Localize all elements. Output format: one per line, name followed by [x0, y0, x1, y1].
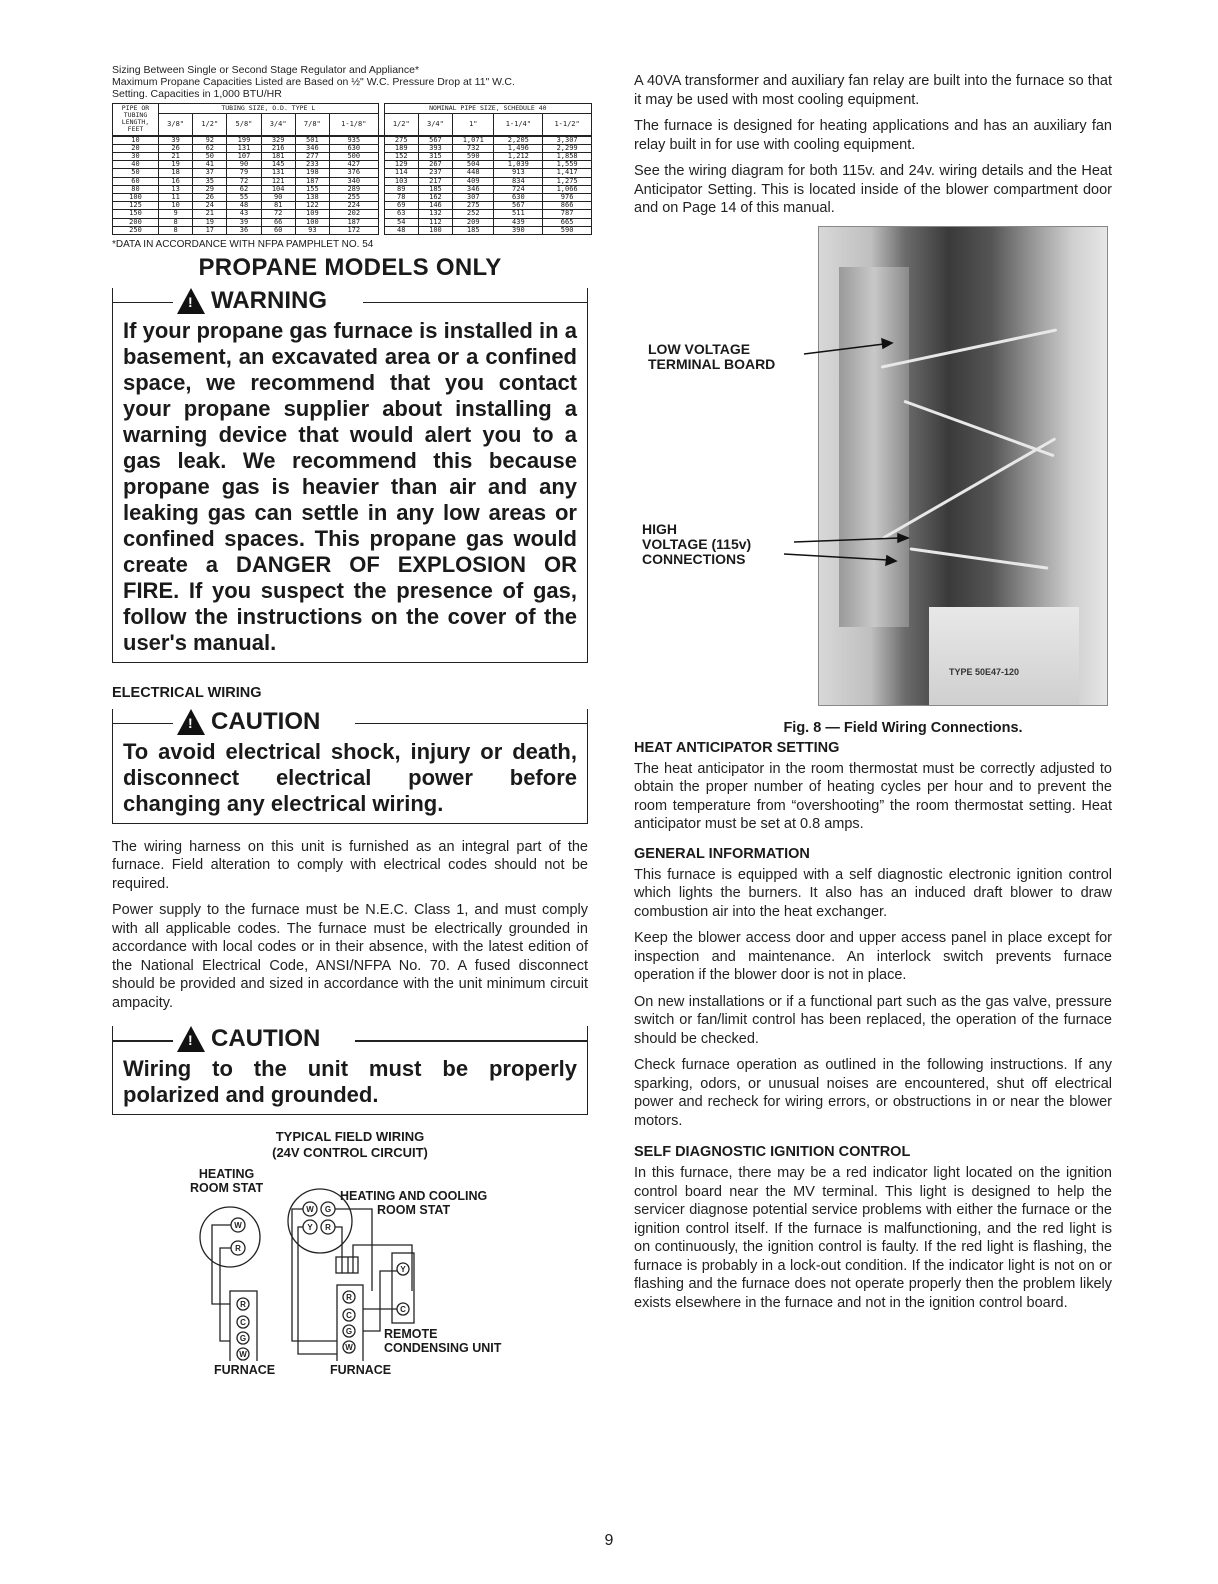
wiring-diagram-para: See the wiring diagram for both 115v. and 24v. wiring details and the Heat Anticipator Setting. This is located inside of the blower compartment door and on Page 14 of this manual.	[634, 163, 1112, 216]
table-cell: 35	[193, 177, 227, 185]
table-cell: 329	[261, 136, 295, 145]
table-cell: 90	[227, 161, 261, 169]
heat-anticipator-para: The heat anticipator in the room thermostat must be correctly adjusted to obtain the proper number of heating cycles per hour and to prevent the room temperature from “overshooting” the room thermostat setting. Heat anticipator must be set at 0.8 amps.	[634, 760, 1112, 832]
table-cell: 2,205	[494, 136, 543, 145]
table-cell: 16	[159, 177, 193, 185]
table-cell: 50	[193, 152, 227, 160]
caution-icon: !	[177, 709, 205, 735]
table-cell: 198	[295, 169, 329, 177]
terminal-w: W	[306, 1205, 314, 1215]
table-cell: 21	[159, 152, 193, 160]
table-cell: 39	[159, 136, 193, 145]
warning-label: WARNING	[211, 286, 327, 314]
table-cell: 48	[384, 226, 418, 234]
label-leader-lines	[634, 226, 1112, 706]
table-cell: 104	[261, 185, 295, 193]
table-cell: 145	[261, 161, 295, 169]
table-cell: 131	[227, 144, 261, 152]
table-cell: 36	[227, 226, 261, 234]
wiring-schematic	[112, 1161, 588, 1361]
table-cell: 275	[453, 202, 494, 210]
caution-text-1: To avoid electrical shock, injury or death, disconnect electrical power before changing any electrical wiring.	[123, 738, 577, 816]
table-cell: 138	[295, 193, 329, 201]
electrical-heading: ELECTRICAL WIRING	[112, 684, 262, 701]
terminal-y: Y	[307, 1223, 313, 1233]
table-cell: 200	[113, 218, 159, 226]
general-info-heading: GENERAL INFORMATION	[634, 845, 810, 862]
terminal-g: G	[239, 1334, 247, 1344]
pipe-length-header: PIPE OR TUBING LENGTH, FEET	[113, 104, 159, 136]
table-cell: 346	[453, 185, 494, 193]
table-cell: 122	[295, 202, 329, 210]
table-cell: 590	[453, 152, 494, 160]
table-cell: 40	[113, 161, 159, 169]
table-cell: 10	[159, 202, 193, 210]
self-diagnostic-heading: SELF DIAGNOSTIC IGNITION CONTROL	[634, 1144, 911, 1160]
table-cell: 185	[453, 226, 494, 234]
photo-sticker: TYPE 50E47-120	[949, 666, 1020, 677]
table-cell: 202	[329, 210, 378, 218]
table-cell: 409	[453, 177, 494, 185]
table-cell: 255	[329, 193, 378, 201]
table-cell: 8	[159, 218, 193, 226]
table-row	[113, 136, 592, 145]
furnace-label-2: FURNACE	[330, 1363, 392, 1378]
general-para-3: On new installations or if a functional part such as the gas valve, pressure switch or fan/limit control has been replaced, the operation of the furnace should be checked.	[634, 993, 1112, 1047]
warning-icon: !	[177, 288, 205, 314]
table-cell: 26	[193, 193, 227, 201]
table-cell: 1,275	[543, 177, 592, 185]
table-cell: 630	[329, 144, 378, 152]
terminal-c: C	[400, 1305, 406, 1315]
table-cell: 66	[261, 218, 295, 226]
electrical-para-2: Power supply to the furnace must be N.E.C. Class 1, and must comply with all applicable codes. The furnace must be electrically grounded in accordance with local codes or in their absence, with the latest edition of the National Electrical Code, ANSI/NFPA No. 70. A fused disconnect should be provided and sized in accordance with the unit minimum circuit ampacity.	[112, 902, 588, 1011]
table-cell: 237	[418, 169, 452, 177]
furnace-label-1: FURNACE	[214, 1363, 276, 1378]
transformer-para: A 40VA transformer and auxiliary fan relay are built into the furnace so that it may be used with most cooling equipment.	[634, 73, 1112, 108]
table-cell: 3,307	[543, 136, 592, 145]
heating-stat-circle	[200, 1207, 260, 1267]
table-cell: 439	[494, 218, 543, 226]
table-cell: 511	[494, 210, 543, 218]
table-cell: 187	[329, 218, 378, 226]
table-cell: 107	[227, 152, 261, 160]
table-cell: 252	[453, 210, 494, 218]
table-cell: 62	[227, 185, 261, 193]
propane-sizing-table	[112, 103, 592, 235]
table-cell: 92	[193, 136, 227, 145]
table-cell: 1,066	[543, 185, 592, 193]
terminal-c: C	[240, 1318, 246, 1328]
warning-text: If your propane gas furnace is installed in a basement, an excavated area or a confined space, we recommend that you contact your propane supplier about installing a warning device that would alert you to a gas leak. We recommend this because propane gas is heavier than air and any leaking gas can settle in any low areas or confined spaces. This propane gas would create a DANGER OF EXPLOSION OR FIRE. If you suspect the presence of gas, follow the instructions on the cover of the user's manual.	[123, 317, 577, 655]
high-voltage-label: HIGH VOLTAGE (115v) CONNECTIONS	[642, 520, 752, 567]
tubing-size-col: 1-1/8"	[329, 114, 378, 136]
terminal-c: C	[346, 1311, 352, 1321]
table-row	[113, 218, 592, 226]
table-footnote: *DATA IN ACCORDANCE WITH NFPA PAMPHLET NO. 54	[112, 238, 374, 250]
table-cell: 189	[384, 144, 418, 152]
table-cell: 185	[418, 185, 452, 193]
table-cell: 79	[227, 169, 261, 177]
propane-title: PROPANE MODELS ONLY	[198, 253, 502, 281]
table-cell: 340	[329, 177, 378, 185]
terminal-r: R	[346, 1293, 352, 1303]
tubing-size-col: 3/4"	[261, 114, 295, 136]
table-cell: 30	[113, 152, 159, 160]
right-column	[634, 72, 1112, 1320]
caution-box-1	[112, 709, 588, 824]
table-cell: 8	[159, 226, 193, 234]
table-cell: 162	[418, 193, 452, 201]
general-para-4: Check furnace operation as outlined in the following instructions. If any sparking, odors, or unusual noises are encountered, shut off electrical power and recheck for wiring errors, or obstructions in or near the blower motors.	[634, 1057, 1112, 1129]
table-cell: 500	[329, 152, 378, 160]
general-para-1: This furnace is equipped with a self diagnostic electronic ignition control which lights the burners. It also has an induced draft blower to draw combustion air into the heat exchanger.	[634, 866, 1112, 920]
warning-box	[112, 288, 588, 663]
pipe-size-col: 1-1/4"	[494, 114, 543, 136]
wiring-diagram-title: TYPICAL FIELD WIRING (24V CONTROL CIRCUIT)	[272, 1129, 428, 1161]
table-cell: 501	[295, 136, 329, 145]
table-cell: 43	[227, 210, 261, 218]
design-para: The furnace is designed for heating applications and has an auxiliary fan relay built in for use with cooling equipment.	[634, 118, 1112, 153]
table-cell: 277	[295, 152, 329, 160]
table-cell: 10	[113, 136, 159, 145]
table-cell: 393	[418, 144, 452, 152]
table-cell: 109	[295, 210, 329, 218]
table-cell: 26	[159, 144, 193, 152]
terminal-w: W	[345, 1343, 353, 1353]
table-cell: 724	[494, 185, 543, 193]
table-cell: 93	[295, 226, 329, 234]
table-cell: 315	[418, 152, 452, 160]
terminal-r: R	[235, 1244, 241, 1254]
table-cell: 100	[418, 226, 452, 234]
table-cell: 2,299	[543, 144, 592, 152]
table-cell: 69	[384, 202, 418, 210]
table-cell: 125	[113, 202, 159, 210]
table-cell: 567	[418, 136, 452, 145]
table-cell: 37	[193, 169, 227, 177]
table-cell: 39	[227, 218, 261, 226]
table-cell: 48	[227, 202, 261, 210]
table-cell: 18	[159, 169, 193, 177]
table-cell: 121	[261, 177, 295, 185]
table-cell: 1,858	[543, 152, 592, 160]
table-cell: 55	[227, 193, 261, 201]
table-row	[113, 210, 592, 218]
pipe-size-col: 1/2"	[384, 114, 418, 136]
table-cell: 72	[261, 210, 295, 218]
table-row	[113, 177, 592, 185]
table-cell: 216	[261, 144, 295, 152]
terminal-y: Y	[400, 1265, 406, 1275]
terminal-g: G	[324, 1205, 332, 1215]
table-caption: Sizing Between Single or Second Stage Regulator and Appliance* Maximum Propane Capacities Listed are Based on ½" W.C. Pressure Drop at 11" W.C. Setting. Capacities in 1,000 BTU/HR	[112, 64, 515, 100]
caution-text-2: Wiring to the unit must be properly polarized and grounded.	[123, 1056, 577, 1108]
table-cell: 80	[113, 185, 159, 193]
table-cell: 20	[113, 144, 159, 152]
nominal-pipe-header: NOMINAL PIPE SIZE, SCHEDULE 40	[384, 104, 591, 114]
figure-caption: Fig. 8 — Field Wiring Connections.	[783, 719, 1023, 736]
self-diagnostic-para: In this furnace, there may be a red indicator light located on the ignition control board near the MV terminal. This light is designed to help the servicer diagnose potential service problems with either the furnace or the ignition control itself. If the furnace is malfunctioning, and the red light is on continuously, the ignition control is faulty. If the red light is flashing, the furnace is probably in a lock-out condition. If the indicator light is not on or flashing and the furnace does not operate properly then the problem likely exists elsewhere in the furnace and not in the ignition control board.	[634, 1165, 1112, 1311]
table-cell: 150	[113, 210, 159, 218]
table-cell: 17	[193, 226, 227, 234]
table-cell: 834	[494, 177, 543, 185]
tubing-size-col: 7/8"	[295, 114, 329, 136]
table-cell: 13	[159, 185, 193, 193]
table-cell: 112	[418, 218, 452, 226]
table-cell: 1,559	[543, 161, 592, 169]
terminal-w: W	[234, 1221, 242, 1231]
table-cell: 209	[453, 218, 494, 226]
caution-label-1: CAUTION	[211, 707, 321, 735]
table-cell: 155	[295, 185, 329, 193]
electrical-para-1: The wiring harness on this unit is furnished as an integral part of the furnace. Field alteration to comply with electrical codes should not be required.	[112, 838, 588, 892]
table-cell: 114	[384, 169, 418, 177]
table-cell: 217	[418, 177, 452, 185]
table-cell: 976	[543, 193, 592, 201]
left-column	[112, 64, 588, 1391]
table-cell: 41	[193, 161, 227, 169]
table-cell: 935	[329, 136, 378, 145]
table-cell: 427	[329, 161, 378, 169]
table-cell: 376	[329, 169, 378, 177]
table-cell: 19	[193, 218, 227, 226]
table-cell: 103	[384, 177, 418, 185]
table-cell: 1,071	[453, 136, 494, 145]
table-cell: 62	[193, 144, 227, 152]
hc-stat-label: HEATING AND COOLING ROOM STAT	[340, 1189, 488, 1218]
wiring-diagram	[112, 1161, 588, 1391]
tubing-size-col: 3/8"	[159, 114, 193, 136]
table-cell: 390	[494, 226, 543, 234]
table-cell: 89	[384, 185, 418, 193]
general-para-2: Keep the blower access door and upper access panel in place except for inspection and maintenance. An interlock switch prevents furnace operation if the blower door is not in place.	[634, 930, 1112, 983]
table-cell: 24	[193, 202, 227, 210]
table-cell: 275	[384, 136, 418, 145]
table-cell: 504	[453, 161, 494, 169]
page-number: 9	[604, 1532, 614, 1549]
table-cell: 152	[384, 152, 418, 160]
heat-anticipator-heading: HEAT ANTICIPATOR SETTING	[634, 739, 840, 756]
table-row	[113, 226, 592, 234]
terminal-r: R	[325, 1223, 331, 1233]
table-cell: 289	[329, 185, 378, 193]
table-cell: 346	[295, 144, 329, 152]
table-cell: 72	[227, 177, 261, 185]
heating-stat-label: HEATING ROOM STAT	[190, 1167, 264, 1196]
terminal-r: R	[240, 1300, 246, 1310]
table-cell: 665	[543, 218, 592, 226]
table-cell: 129	[384, 161, 418, 169]
table-cell: 50	[113, 169, 159, 177]
table-cell: 63	[384, 210, 418, 218]
table-cell: 630	[494, 193, 543, 201]
table-cell: 1,212	[494, 152, 543, 160]
pipe-size-col: 1"	[453, 114, 494, 136]
table-cell: 787	[543, 210, 592, 218]
field-wiring-figure	[634, 226, 1112, 706]
table-cell: 732	[453, 144, 494, 152]
table-cell: 567	[494, 202, 543, 210]
remote-unit-label: REMOTE CONDENSING UNIT	[384, 1327, 502, 1356]
table-cell: 1,039	[494, 161, 543, 169]
table-cell: 9	[159, 210, 193, 218]
table-cell: 54	[384, 218, 418, 226]
low-voltage-label: LOW VOLTAGE TERMINAL BOARD	[648, 340, 776, 372]
table-cell: 233	[295, 161, 329, 169]
table-cell: 187	[295, 177, 329, 185]
table-cell: 866	[543, 202, 592, 210]
tubing-size-header: TUBING SIZE, O.D. TYPE L	[159, 104, 379, 114]
table-cell: 100	[113, 193, 159, 201]
caution-label-2: CAUTION	[211, 1025, 321, 1053]
table-cell: 590	[543, 226, 592, 234]
table-cell: 90	[261, 193, 295, 201]
table-cell: 224	[329, 202, 378, 210]
table-cell: 132	[418, 210, 452, 218]
table-cell: 29	[193, 185, 227, 193]
table-cell: 250	[113, 226, 159, 234]
table-row	[113, 169, 592, 177]
table-cell: 267	[418, 161, 452, 169]
table-cell: 60	[113, 177, 159, 185]
tubing-size-col: 5/8"	[227, 114, 261, 136]
table-cell: 60	[261, 226, 295, 234]
table-cell: 199	[227, 136, 261, 145]
table-cell: 19	[159, 161, 193, 169]
table-cell: 1,417	[543, 169, 592, 177]
tubing-size-col: 1/2"	[193, 114, 227, 136]
table-cell: 307	[453, 193, 494, 201]
caution-box-2	[112, 1026, 588, 1115]
terminal-w: W	[239, 1350, 247, 1360]
table-cell: 172	[329, 226, 378, 234]
table-cell: 913	[494, 169, 543, 177]
table-cell: 146	[418, 202, 452, 210]
table-cell: 181	[261, 152, 295, 160]
table-cell: 100	[295, 218, 329, 226]
pipe-size-col: 3/4"	[418, 114, 452, 136]
table-cell: 1,496	[494, 144, 543, 152]
table-cell: 448	[453, 169, 494, 177]
table-cell: 11	[159, 193, 193, 201]
caution-icon: !	[177, 1026, 205, 1052]
pipe-size-col: 1-1/2"	[543, 114, 592, 136]
table-cell: 81	[261, 202, 295, 210]
table-cell: 21	[193, 210, 227, 218]
table-cell: 78	[384, 193, 418, 201]
terminal-g: G	[345, 1327, 353, 1337]
table-cell: 131	[261, 169, 295, 177]
